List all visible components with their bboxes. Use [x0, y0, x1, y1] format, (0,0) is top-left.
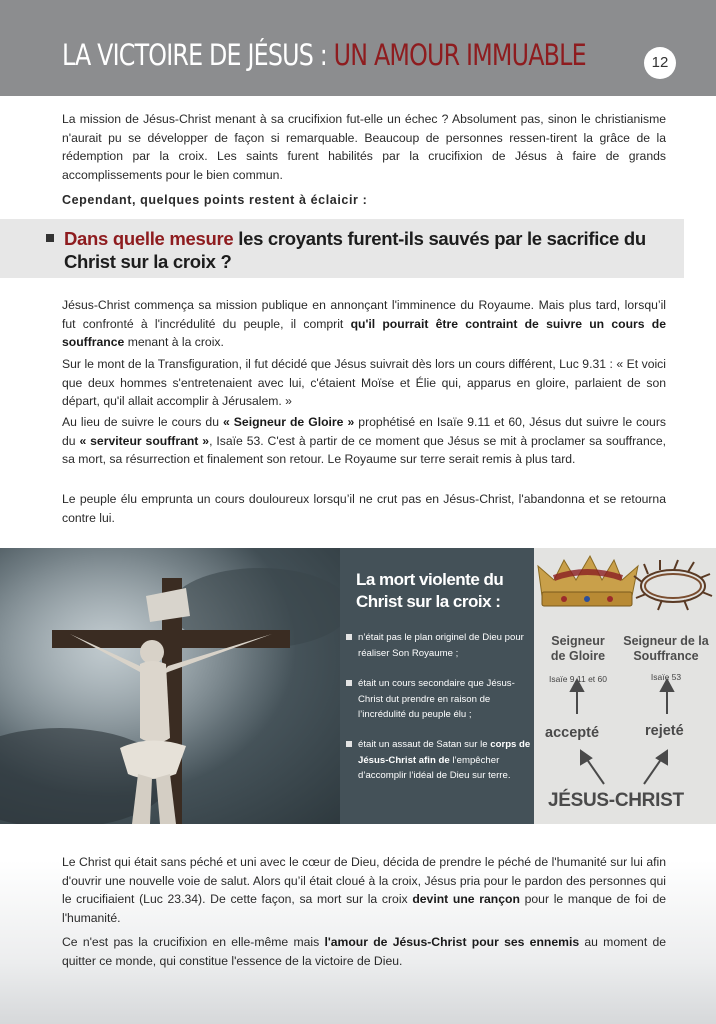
- square-bullet-icon: [346, 680, 352, 686]
- body-p3-text-c: prophétisé en Isaïe 9.11 et 60, Jésus dut suivre le cours du: [62, 415, 666, 448]
- page-number-badge: 12: [644, 47, 676, 79]
- body-p1-end: menant à la croix.: [124, 335, 224, 350]
- closing-p1-text: Le Christ qui était sans péché et uni avec le cœur de Dieu, décida de prendre le péché de l'humanité sur lui afin d'ouvrir une nouvelle voie de salut. Alors qu’il était cloué à la croix, Jésus pria pour le pardon des personnes qui le crucifiaient (Luc 23.34). De cette façon, sa mort sur la croix: [62, 855, 666, 907]
- question-heading: [64, 227, 664, 273]
- crown-icon: [538, 556, 638, 606]
- body-paragraph-4: Le peuple élu emprunta un cours douloureux lorsqu’il ne crut pas en Jésus-Christ, l'abandonna et se retourna contre lui.: [62, 492, 666, 525]
- body-paragraph-3: [62, 413, 666, 469]
- panel-title: La mort violente du Christ sur la croix :: [356, 570, 504, 611]
- body-p1-text: Jésus-Christ commença sa mission publique en annonçant l'imminence du Royaume. Mais plus tard, lorsqu’il fut confronté à l'incrédulité du peuple, il comprit: [62, 298, 666, 331]
- panel-point-3: [346, 737, 532, 784]
- page-title-part1: LA VICTOIRE DE JÉSUS :: [62, 38, 334, 72]
- diagram-graphics: [534, 548, 716, 824]
- closing-paragraph-2: [62, 933, 666, 970]
- body-p1-bold: qu'il pourrait être contraint de suivre un cours de souffrance: [62, 316, 666, 350]
- lord-of-suffering-label: Seigneur de la Souffrance: [623, 634, 709, 663]
- panel-point-3-c: l’empêcher d’accomplir l’idéal de Dieu sur terre.: [358, 754, 511, 782]
- body-p3-bold-glory: « Seigneur de Gloire »: [223, 415, 355, 429]
- closing-paragraph-1: [62, 853, 666, 928]
- panel-point-2-text: était un cours secondaire que Jésus-Christ dut prendre en raison de l’incrédulité du peuple élu ;: [358, 678, 515, 721]
- square-bullet-icon: [46, 234, 54, 242]
- square-bullet-icon: [346, 741, 352, 747]
- panel-point-3-bold: corps de Jésus-Christ afin de: [358, 739, 531, 766]
- panel-point-1: [346, 630, 532, 661]
- lead-question: Cependant, quelques points restent à éclaicir :: [62, 193, 368, 207]
- panel-point-3-text: [358, 737, 532, 784]
- panel-point-1-text: n’était pas le plan originel de Dieu pour réaliser Son Royaume ;: [358, 632, 524, 659]
- page-title: [62, 38, 586, 72]
- closing-p2-end: au moment de quitter ce monde, qui constitue l'essence de la victoire de Dieu.: [62, 935, 667, 968]
- page-title-part2: UN AMOUR IMMUABLE: [333, 38, 586, 72]
- square-bullet-icon: [346, 634, 352, 640]
- isaiah-9-60-ref: Isaïe 9.11 et 60: [549, 674, 607, 684]
- body-p3-text-e: , Isaïe 53. C'est à partir de ce moment que Jésus se mit à proclamer sa souffrance, sa mort, sa résurrection et finalement son retour. Le Royaume sur terre serait remis à plus tard.: [62, 433, 666, 467]
- panel-point-2: [346, 676, 532, 723]
- rejected-label: rejeté: [645, 723, 684, 739]
- lord-of-glory-label: Seigneur de Gloire: [550, 634, 606, 663]
- closing-p1-end: pour le manque de foi de l'humanité.: [62, 892, 666, 926]
- isaiah-53-ref: Isaïe 53: [650, 672, 682, 682]
- crucifix-icon: [0, 548, 340, 824]
- question-heading-rest: les croyants furent-ils sauvés par le sacrifice du Christ sur la croix ?: [64, 228, 646, 272]
- crucifixion-photo: [0, 548, 340, 824]
- jesus-christ-label: JÉSUS-CHRIST: [548, 790, 684, 811]
- body-p3-bold-servant: « serviteur souffrant »: [79, 433, 210, 448]
- closing-p1-bold: devint une rançon: [412, 892, 520, 907]
- body-paragraph-1: [62, 296, 666, 352]
- body-p3-text-a: Au lieu de suivre le cours du: [62, 415, 223, 429]
- panel-point-3-a: était un assaut de Satan sur le: [358, 739, 491, 750]
- body-paragraph-2: Sur le mont de la Transfiguration, il fut décidé que Jésus suivrait dès lors un cours différent, Luc 9.31 : « Et voici que deux hommes s'entretenaient avec lui, c'étaient Moïse et Élie qui, apparus en gloire, parlaient de son départ, qu'il allait accomplir à Jérusalem. »: [62, 357, 666, 409]
- accepted-label: accepté: [545, 725, 600, 741]
- closing-p2-bold: l'amour de Jésus-Christ pour ses ennemis: [324, 935, 580, 949]
- closing-p2-text: Ce n'est pas la crucifixion en elle-même mais: [62, 935, 325, 949]
- question-heading-red: Dans quelle mesure: [64, 228, 234, 249]
- intro-paragraph: La mission de Jésus-Christ menant à sa crucifixion fut-elle un échec ? Absolument pas, sinon le christianisme n'aurait pu se développer de façon si remarquable. Beaucoup de personnes ressen-tirent la grâce de la rédemption par la croix. Les saints furent habilités par la crucifixion de Jésus à faire de grands accomplissements pour le bien commun.: [62, 112, 666, 183]
- crown-of-thorns-icon: [634, 560, 712, 610]
